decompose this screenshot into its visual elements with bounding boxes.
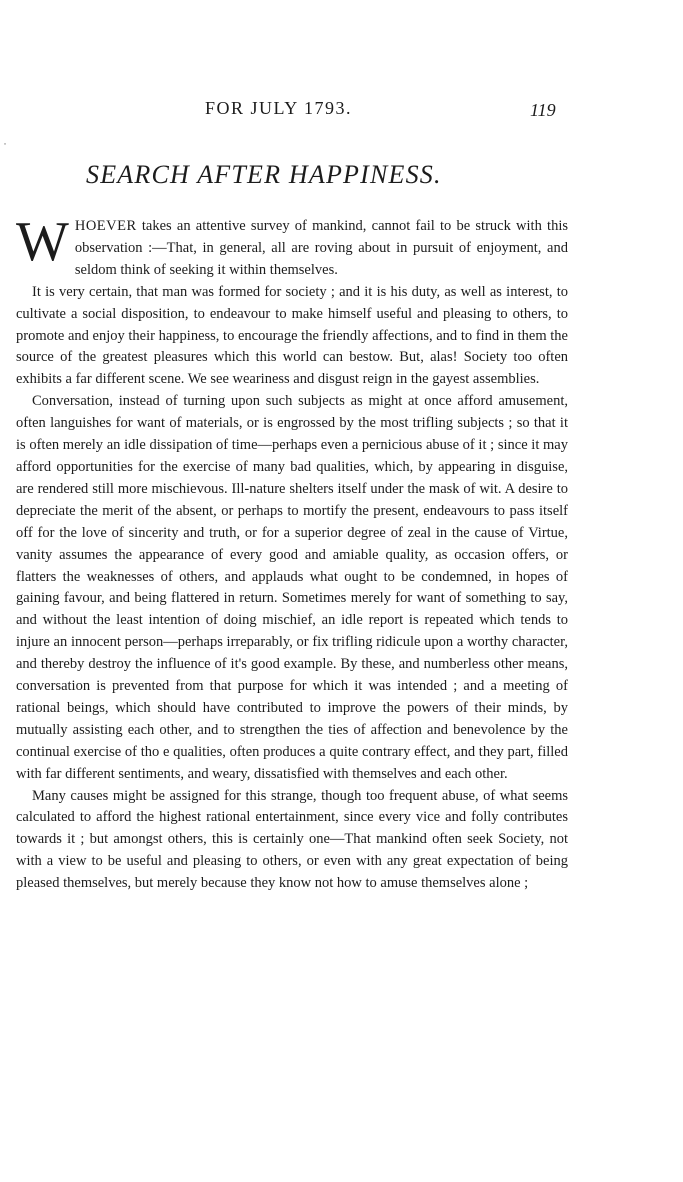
- running-head: FOR JULY 1793.: [205, 98, 353, 118]
- paragraph-4: Many causes might be assigned for this strange, though too frequent abuse, of what seems calculated to afford the highest rational entertainment, since every vice and folly contributes towards it ; but amongst others, this is certainly one—That mankind often seek Society, not with a view to be useful and pleasing to others, or even with any great expectation of being pleased themselves, but merely because they know not how to amuse themselves alone ;: [16, 787, 568, 892]
- paragraph-2: It is very certain, that man was formed for society ; and it is his duty, as well as interest, to cultivate a social disposition, to endeavour to make himself useful and pleasing to others, to promote and enjoy their happiness, to encourage the friendly affections, and to find in them the source of the greatest pleasures which this world can bestow. But, alas! Society too often exhibits a far different scene. We see weariness and disgust reign in the gayest assemblies.: [16, 283, 568, 388]
- paragraph-1: [16, 211, 568, 282]
- margin-mark: ˙: [3, 140, 7, 154]
- drop-cap: W: [16, 211, 69, 273]
- paragraph-3: Conversation, instead of turning upon such subjects as might at once afford amusement, often languishes for want of materials, or is engrossed by the most trifling subjects ; so that it is often merely an idle dissipation of time—perhaps even a pernicious abuse of it ; since it may afford opportunities for the exercise of many bad qualities, which, by appearing in disguise, are rendered still more mischievous. Ill-nature shelters itself under the mask of wit. A desire to depreciate the merit of the absent, or perhaps to mortify the present, endeavours to pass itself off for the love of sincerity and truth, or for a superior degree of zeal in the cause of Virtue, vanity assumes the appearance of every good and amiable quality, as occasion offers, or flatters the weaknesses of others, and applauds what ought to be condemned, in hopes of gaining favour, and being flattered in return. Sometimes merely for want of something to say, and without the least intention of doing mischief, an idle report is repeated which tends to injure an innocent person—perhaps irreparably, or fix trifling ridicule upon a worthy character, and thereby destroy the influence of it's good example. By these, and numberless other means, conversation is prevented from that purpose for which it was intended ; and a meeting of rational beings, which should have contributed to improve the powers of their minds, by mutually assisting each other, and to strengthen the ties of affection and benevolence by the continual exercise of tho e qualities, often produces a quite contrary effect, and they part, filled with far different sentiments, and weary, dissatisfied with themselves and each other.: [16, 393, 568, 782]
- paragraph-1-text: takes an attentive survey of mankind, cannot fail to be struck with this observation :—That, in general, all are roving about in pursuit of enjoyment, and seldom think of seeking it within themselves.: [74, 218, 568, 278]
- article-body: [16, 211, 568, 895]
- page-number: 119: [530, 100, 556, 120]
- opening-caps: HOEVER: [74, 218, 137, 234]
- article-title: SEARCH AFTER HAPPINESS.: [86, 160, 442, 189]
